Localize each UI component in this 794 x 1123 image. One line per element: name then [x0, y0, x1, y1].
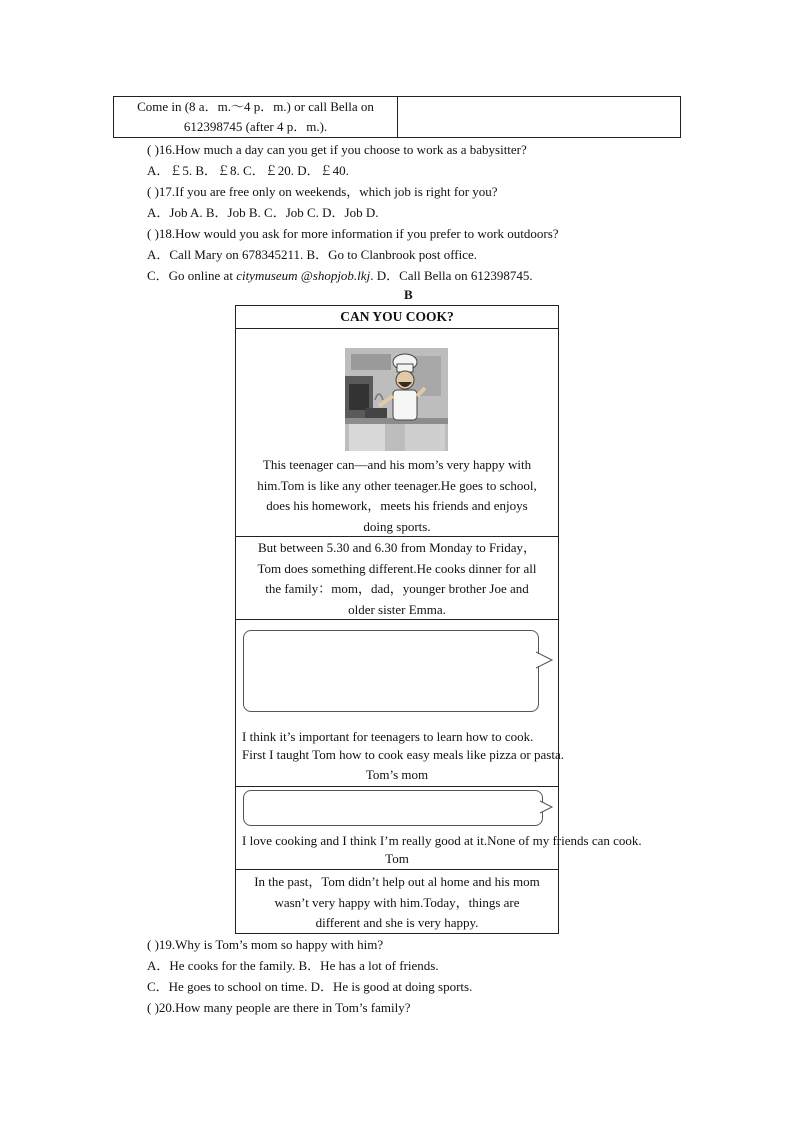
- job-ad-line2: 612398745 (after 4 p．m.).: [183, 119, 328, 134]
- mom-speech-bubble: [243, 630, 539, 712]
- mom-quote-line1: I think it’s important for teenagers to learn how to cook.: [242, 729, 534, 744]
- dinner-paragraph: But between 5.30 and 6.30 from Monday to Friday， Tom does something different.He cooks dinner for all the family：mom，dad，younger brother Joe and older sister Emma.: [257, 540, 537, 617]
- conclusion-box: [235, 869, 559, 934]
- website-address: citymuseum @shopjob.lkj: [236, 268, 371, 283]
- question-16: ( )16.How much a day can you get if you choose to work as a babysitter?: [147, 142, 527, 157]
- tom-name: Tom: [385, 851, 409, 866]
- intro-box: [235, 328, 559, 537]
- tom-speech-bubble: [243, 790, 543, 826]
- question-18-options-ab: A．Call Mary on 678345211. B．Go to Clanbrook post office.: [147, 247, 478, 262]
- job-ad-cell: [114, 97, 398, 137]
- question-17: ( )17.If you are free only on weekends，which job is right for you?: [147, 184, 498, 199]
- question-19: ( )19.Why is Tom’s mom so happy with him?: [147, 937, 384, 952]
- question-18: ( )18.How would you ask for more information if you prefer to work outdoors?: [147, 226, 559, 241]
- speech-tail-icon: [536, 650, 558, 670]
- question-20: ( )20.How many people are there in Tom’s family?: [147, 1000, 411, 1015]
- intro-paragraph: This teenager can—and his mom’s very happy with him.Tom is like any other teenager.He goes to school, does his homework，meets his friends and enjoys doing sports.: [257, 457, 537, 534]
- job-ad-line1: Come in (8 a．m.～4 p．m.) or call Bella on: [137, 99, 374, 114]
- mom-quote-line2: First I taught Tom how to cook easy meals like pizza or pasta.: [242, 747, 564, 762]
- article-title-box: [235, 305, 559, 329]
- question-19-options-ab: A．He cooks for the family. B．He has a lot of friends.: [147, 958, 439, 973]
- mom-name: Tom’s mom: [365, 767, 429, 782]
- article-title: CAN YOU COOK?: [340, 309, 454, 324]
- conclusion-paragraph: In the past，Tom didn’t help out al home and his mom wasn’t very happy with him.Today，things are different and she is very happy.: [254, 874, 540, 930]
- dinner-box: [235, 536, 559, 620]
- job-ad-table: [113, 96, 681, 138]
- speech-tail-icon: [540, 799, 558, 817]
- question-19-options-cd: C．He goes to school on time. D．He is good at doing sports.: [147, 979, 473, 994]
- question-17-options: A．Job A. B．Job B. C．Job C. D．Job D.: [147, 205, 379, 220]
- question-16-options: A．￡5. B．￡8. C．￡20. D．￡40.: [147, 163, 349, 178]
- tom-quote: I love cooking and I think I’m really good at it.None of my friends can cook.: [242, 833, 642, 848]
- chef-cooking-illustration-icon: [345, 348, 448, 451]
- question-18-options-cd: C．Go online at citymuseum @shopjob.lkj. D．Call Bella on 612398745.: [147, 268, 533, 283]
- section-letter: B: [404, 287, 413, 302]
